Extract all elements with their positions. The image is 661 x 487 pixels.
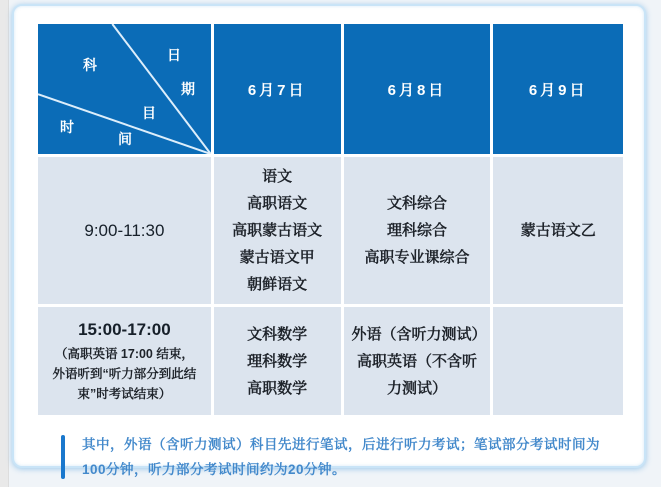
subject-cell-jun8-afternoon: 外语（含听力测试） 高职英语（不含听力测试） (344, 307, 491, 415)
subject-cell-jun8-morning: 文科综合 理科综合 高职专业课综合 (344, 157, 491, 304)
corner-label-subject-char1: 科 (83, 57, 97, 73)
footnote-text: 其中，外语（含听力测试）科目先进行笔试，后进行听力考试；笔试部分考试时间为100分钟，听力部分考试时间约为20分钟。 (82, 437, 600, 477)
subject-cell-jun9-afternoon (493, 307, 623, 415)
corner-label-date-char2: 期 (181, 81, 195, 97)
date-header-jun8: 6月8日 (344, 24, 491, 154)
corner-label-date-char1: 日 (167, 47, 181, 63)
time-afternoon-main: 15:00-17:00 (78, 320, 171, 339)
corner-label-subject-char2: 目 (142, 105, 156, 121)
date-header-jun9: 6月9日 (493, 24, 623, 154)
corner-label-time-char1: 时 (60, 119, 74, 135)
subject-cell-jun7-afternoon: 文科数学 理科数学 高职数学 (214, 307, 341, 415)
corner-label-time-char2: 间 (118, 131, 132, 147)
time-cell-afternoon (38, 307, 211, 415)
corner-header-cell (38, 24, 211, 154)
exam-schedule-table (35, 21, 626, 418)
subject-cell-jun7-morning: 语文 高职语文 高职蒙古语文 蒙古语文甲 朝鲜语文 (214, 157, 341, 304)
subject-cell-jun9-morning: 蒙古语文乙 (493, 157, 623, 304)
schedule-row-morning (38, 157, 623, 304)
schedule-row-afternoon (38, 307, 623, 415)
footnote (61, 432, 616, 482)
date-header-jun7: 6月7日 (214, 24, 341, 154)
page-left-gutter (0, 0, 9, 487)
schedule-card (12, 4, 646, 477)
header-row (38, 24, 623, 154)
footnote-accent-bar (61, 435, 65, 479)
time-afternoon-note: （高职英语 17:00 结束，外语听到“听力部分到此结束”时考试结束） (52, 347, 197, 401)
time-cell-morning: 9:00-11:30 (38, 157, 211, 304)
